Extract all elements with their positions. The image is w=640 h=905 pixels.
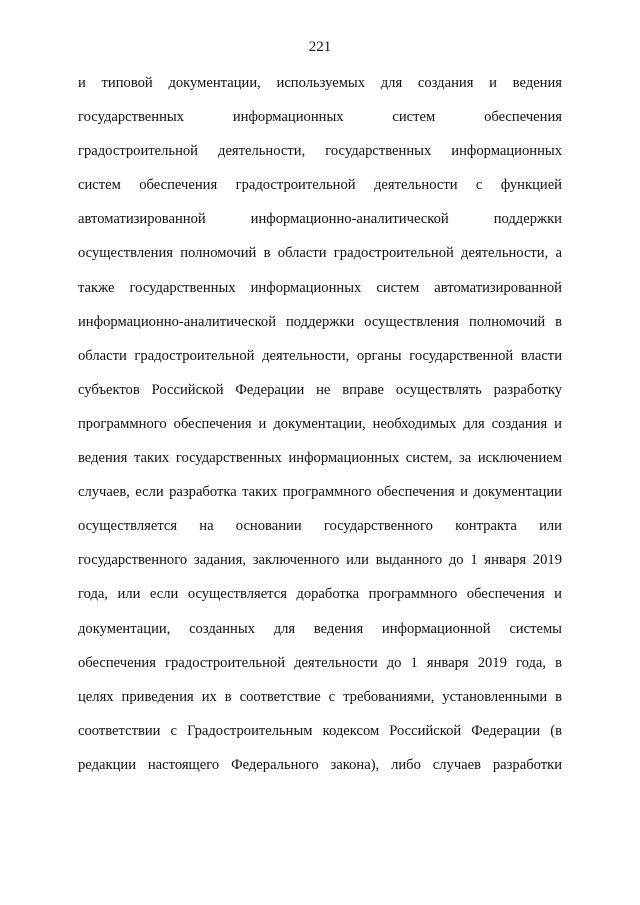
text-line: осуществления полномочий в области градостроительной деятельности, а — [78, 245, 562, 262]
text-line: ведения таких государственных информационных систем, за исключением — [78, 450, 562, 467]
text-line: целях приведения их в соответствие с требованиями, установленными в — [78, 688, 562, 705]
text-line: информационно-аналитической поддержки осуществления полномочий в — [78, 313, 562, 330]
text-line: также государственных информационных систем автоматизированной — [78, 279, 562, 296]
text-line: и типовой документации, используемых для создания и ведения — [78, 75, 562, 91]
text-line: области градостроительной деятельности, органы государственной власти — [78, 347, 562, 364]
text-line: программного обеспечения и документации, необходимых для создания и — [78, 415, 562, 432]
text-line: случаев, если разработка таких программного обеспечения и документации — [78, 484, 562, 501]
text-line: субъектов Российской Федерации не вправе осуществлять разработку — [78, 381, 562, 398]
document-body — [78, 74, 562, 790]
text-line: редакции настоящего Федерального закона), либо случаев разработки — [78, 756, 562, 773]
text-line: градостроительной деятельности, государственных информационных — [78, 143, 562, 160]
text-line: года, или если осуществляется доработка программного обеспечения и — [78, 586, 562, 603]
text-line: обеспечения градостроительной деятельности до 1 января 2019 года, в — [78, 654, 562, 671]
page-number: 221 — [308, 39, 332, 55]
text-line: автоматизированной информационно-аналитической поддержки — [78, 211, 562, 228]
text-line: государственного задания, заключенного или выданного до 1 января 2019 — [78, 552, 562, 569]
text-line: соответствии с Градостроительным кодексом Российской Федерации (в — [78, 722, 562, 739]
text-line: осуществляется на основании государственного контракта или — [78, 518, 562, 535]
text-line: государственных информационных систем обеспечения — [78, 109, 562, 126]
text-line: документации, созданных для ведения информационной системы — [78, 620, 562, 637]
text-line: систем обеспечения градостроительной деятельности с функцией — [78, 177, 562, 194]
